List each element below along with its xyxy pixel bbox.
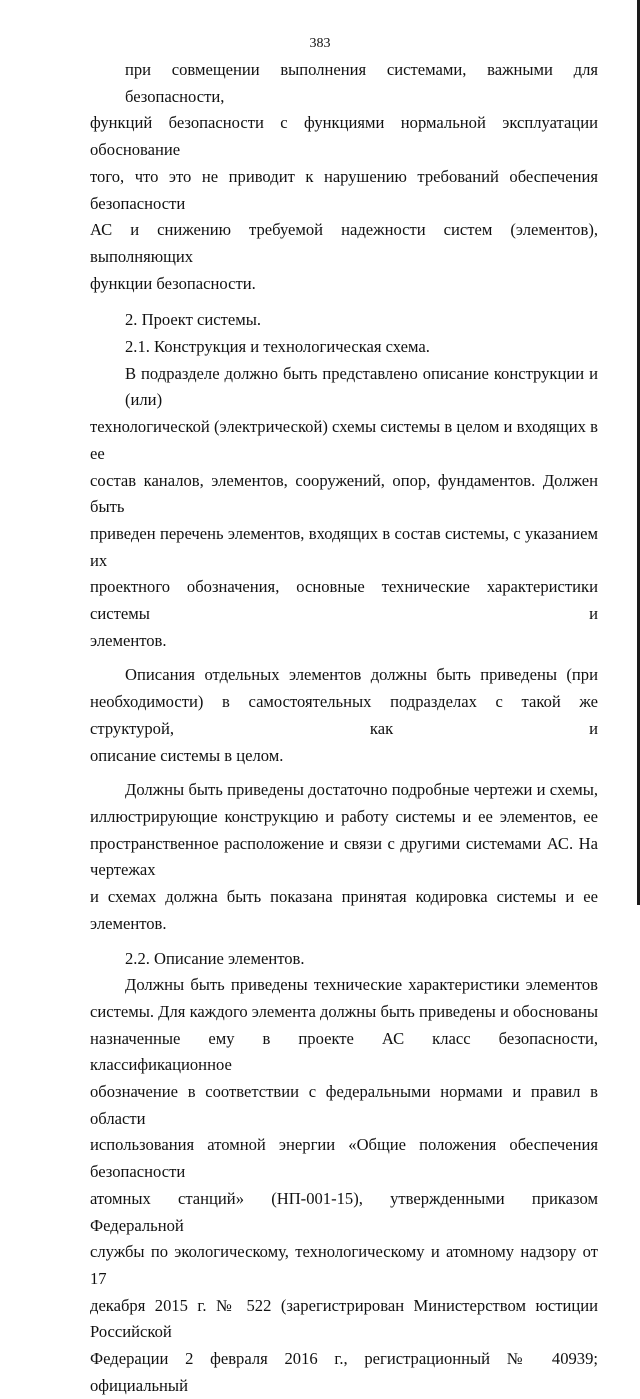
paragraph-construction-description [90,361,598,655]
text-line: Федерации 2 февраля 2016 г., регистрационный № 40939; официальный [90,1349,598,1395]
text-line: необходимости) в самостоятельных подразделах с такой же структурой, как и [90,692,598,738]
text-line: атомных станций» (НП-001-15), утвержденными приказом Федеральной [90,1188,598,1235]
text-line: при совмещении выполнения системами, важными для безопасности, [125,60,598,106]
section-heading-2: 2. Проект системы. [125,310,262,330]
text-line: иллюстрирующие конструкцию и работу системы и ее элементов, ее [90,806,598,826]
paragraph-element-descriptions [90,662,598,769]
paragraph-safety-functions [90,57,598,297]
text-line: проектного обозначения, основные технические характеристики системы и [90,577,598,624]
text-line: элементов. [90,630,167,650]
text-line: приведен перечень элементов, входящих в состав системы, с указанием их [90,523,598,570]
paragraph-element-characteristics [90,972,598,1399]
text-line: обозначение в соответствии с федеральными нормами и правил в области [90,1082,598,1128]
document-body [90,57,598,1399]
text-line: функции безопасности. [90,273,256,293]
text-line: АС и снижению требуемой надежности систем (элементов), выполняющих [90,220,598,266]
text-line: технологической (электрической) схемы системы в целом и входящих в ее [90,417,598,463]
text-line: назначенные ему в проекте АС класс безопасности, классификационное [90,1028,598,1075]
page-number: 383 [309,36,331,51]
text-line: использования атомной энергии «Общие положения обеспечения безопасности [90,1135,598,1182]
text-line: состав каналов, элементов, сооружений, опор, фундаментов. Должен быть [90,470,598,517]
text-line: Описания отдельных элементов должны быть приведены (при [125,665,598,685]
text-line: того, что это не приводит к нарушению требований обеспечения безопасности [90,166,598,213]
section-heading-2-2: 2.2. Описание элементов. [125,948,305,968]
text-line: Должны быть приведены достаточно подробные чертежи и схемы, [125,780,598,800]
text-line: системы. Для каждого элемента должны быть приведены и обоснованы [90,1001,598,1021]
text-line: функций безопасности с функциями нормальной эксплуатации обоснование [90,113,598,160]
text-line: пространственное расположение и связи с другими системами АС. На чертежах [90,833,598,880]
text-line: описание системы в целом. [90,745,284,765]
text-line: В подразделе должно быть представлено описание конструкции и (или) [125,363,598,410]
paragraph-drawings [90,777,598,937]
text-line: декабря 2015 г. № 522 (зарегистрирован Министерством юстиции Российской [90,1295,598,1342]
text-line: Должны быть приведены технические характеристики элементов [125,975,598,995]
section-heading-2-1: 2.1. Конструкция и технологическая схема. [125,337,430,357]
text-line: и схемах должна быть показана принятая кодировка системы и ее элементов. [90,887,598,933]
text-line: службы по экологическому, технологическому и атомному надзору от 17 [90,1242,598,1288]
